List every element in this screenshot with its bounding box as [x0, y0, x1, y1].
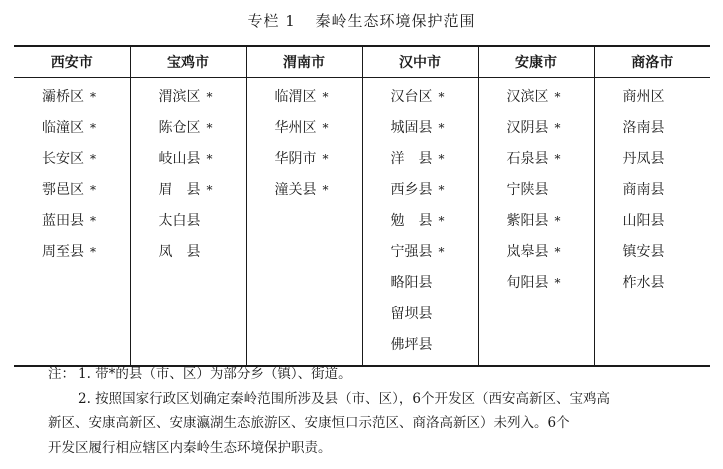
county-name: 西乡县: [390, 182, 433, 198]
notes: [48, 362, 708, 460]
header-cell-baoji: 宝鸡市: [130, 46, 246, 78]
county-item: [507, 268, 594, 299]
partial-scope-marker: *: [90, 121, 96, 135]
partial-scope-marker: *: [90, 183, 96, 197]
county-name: 汉阴县: [506, 120, 549, 136]
partial-scope-marker: *: [438, 183, 445, 197]
county-name: 岐山县: [158, 151, 201, 167]
note-1: [48, 362, 708, 387]
county-item: [507, 144, 594, 175]
county-item: [42, 82, 130, 113]
county-item: [159, 113, 246, 144]
county-name: 商南县: [622, 182, 665, 198]
county-name: 紫阳县: [506, 213, 549, 229]
partial-scope-marker: *: [90, 90, 96, 104]
county-name: 凤 县: [158, 244, 201, 260]
note-2-line-2: 新区、安康高新区、安康瀛湖生态旅游区、安康恒口示范区、商洛高新区）未列入。6个: [48, 415, 570, 431]
partial-scope-marker: *: [438, 121, 445, 135]
county-name: 岚皋县: [506, 244, 549, 260]
county-name: 山阳县: [622, 213, 665, 229]
county-item: [391, 237, 478, 268]
county-item: [275, 144, 362, 175]
partial-scope-marker: *: [438, 152, 445, 166]
note-2-line-1: 2. 按照国家行政区划确定秦岭范围所涉及县（市、区），6个开发区（西安高新区、宝鸡高: [78, 390, 611, 407]
county-name: 渭滨区: [158, 89, 201, 105]
county-item: [391, 113, 478, 144]
county-name: 太白县: [158, 213, 201, 229]
county-item: [159, 206, 246, 237]
county-name: 长安区: [42, 151, 84, 167]
county-name: 佛坪县: [390, 337, 433, 353]
header-row: [14, 46, 710, 78]
county-name: 周至县: [42, 244, 84, 260]
county-item: [275, 82, 362, 113]
partial-scope-marker: *: [322, 121, 329, 135]
partial-scope-marker: *: [206, 152, 213, 166]
county-item: [391, 299, 478, 330]
county-item: [159, 82, 246, 113]
county-name: 华州区: [274, 120, 317, 136]
county-item: [391, 330, 478, 361]
county-name: 洋 县: [390, 151, 433, 167]
county-item: [623, 237, 711, 268]
header-cell-weinan: 渭南市: [246, 46, 362, 78]
county-item: [507, 113, 594, 144]
county-item: [159, 237, 246, 268]
county-name: 临潼区: [42, 120, 84, 136]
county-list-shangluo: [594, 78, 710, 367]
partial-scope-marker: *: [206, 90, 213, 104]
body-row: [14, 78, 710, 367]
column-title: [0, 10, 723, 31]
county-name: 蓝田县: [42, 213, 84, 229]
partial-scope-marker: *: [322, 90, 329, 104]
partial-scope-marker: *: [554, 90, 561, 104]
partial-scope-marker: *: [206, 183, 213, 197]
county-item: [42, 206, 130, 237]
county-list-xian: [14, 78, 130, 367]
column-label: 专栏 1: [247, 12, 296, 30]
column-title-text: 秦岭生态环境保护范围: [315, 12, 476, 30]
county-item: [159, 144, 246, 175]
county-name: 留坝县: [390, 306, 433, 322]
county-item: [42, 237, 130, 268]
county-item: [623, 82, 711, 113]
county-name: 略阳县: [390, 275, 433, 291]
county-item: [391, 144, 478, 175]
partial-scope-marker: *: [554, 121, 561, 135]
note-2-line-3: 开发区履行相应辖区内秦岭生态环境保护职责。: [48, 439, 332, 456]
county-name: 汉台区: [390, 89, 433, 105]
county-item: [391, 268, 478, 299]
county-item: [623, 144, 711, 175]
county-name: 商州区: [622, 89, 665, 105]
county-item: [391, 175, 478, 206]
header-cell-ankang: 安康市: [478, 46, 594, 78]
county-item: [507, 237, 594, 268]
partial-scope-marker: *: [438, 90, 445, 104]
county-name: 灞桥区: [42, 89, 84, 105]
county-name: 丹凤县: [622, 151, 665, 167]
county-item: [42, 113, 130, 144]
county-item: [42, 144, 130, 175]
partial-scope-marker: *: [554, 276, 561, 290]
county-name: 旬阳县: [506, 275, 549, 291]
county-item: [623, 175, 711, 206]
county-item: [507, 175, 594, 206]
county-list-ankang: [478, 78, 594, 367]
county-name: 石泉县: [506, 151, 549, 167]
county-item: [159, 175, 246, 206]
partial-scope-marker: *: [90, 152, 96, 166]
county-item: [623, 268, 711, 299]
county-name: 汉滨区: [506, 89, 549, 105]
partial-scope-marker: *: [554, 152, 561, 166]
county-item: [507, 206, 594, 237]
header-cell-hanzhong: 汉中市: [362, 46, 478, 78]
county-name: 城固县: [390, 120, 433, 136]
partial-scope-marker: *: [90, 245, 96, 259]
county-list-baoji: [130, 78, 246, 367]
county-name: 宁强县: [390, 244, 433, 260]
county-item: [275, 113, 362, 144]
partial-scope-marker: *: [554, 214, 561, 228]
county-item: [391, 206, 478, 237]
partial-scope-marker: *: [438, 245, 445, 259]
county-name: 临渭区: [274, 89, 317, 105]
county-item: [42, 175, 130, 206]
scope-table: [14, 45, 710, 367]
county-name: 洛南县: [622, 120, 665, 136]
county-item: [623, 206, 711, 237]
county-name: 华阴市: [274, 151, 317, 167]
partial-scope-marker: *: [438, 214, 445, 228]
county-name: 镇安县: [622, 244, 665, 260]
county-name: 眉 县: [158, 182, 201, 198]
partial-scope-marker: *: [322, 152, 329, 166]
county-item: [507, 82, 594, 113]
partial-scope-marker: *: [206, 121, 213, 135]
county-item: [623, 113, 711, 144]
county-name: 宁陕县: [506, 182, 549, 198]
header-cell-shangluo: 商洛市: [594, 46, 710, 78]
county-name: 鄠邑区: [42, 182, 84, 198]
county-name: 陈仓区: [158, 120, 201, 136]
partial-scope-marker: *: [322, 183, 329, 197]
county-item: [275, 175, 362, 206]
note-1-text: 1. 带*的县（市、区）为部分乡（镇）、街道。: [78, 366, 352, 382]
county-name: 潼关县: [274, 182, 317, 198]
county-list-weinan: [246, 78, 362, 367]
county-name: 勉 县: [390, 213, 433, 229]
partial-scope-marker: *: [554, 245, 561, 259]
header-cell-xian: 西安市: [14, 46, 130, 78]
partial-scope-marker: *: [90, 214, 96, 228]
note-prefix: 注：: [48, 366, 75, 382]
county-name: 柞水县: [622, 275, 665, 291]
county-list-hanzhong: [362, 78, 478, 367]
county-item: [391, 82, 478, 113]
